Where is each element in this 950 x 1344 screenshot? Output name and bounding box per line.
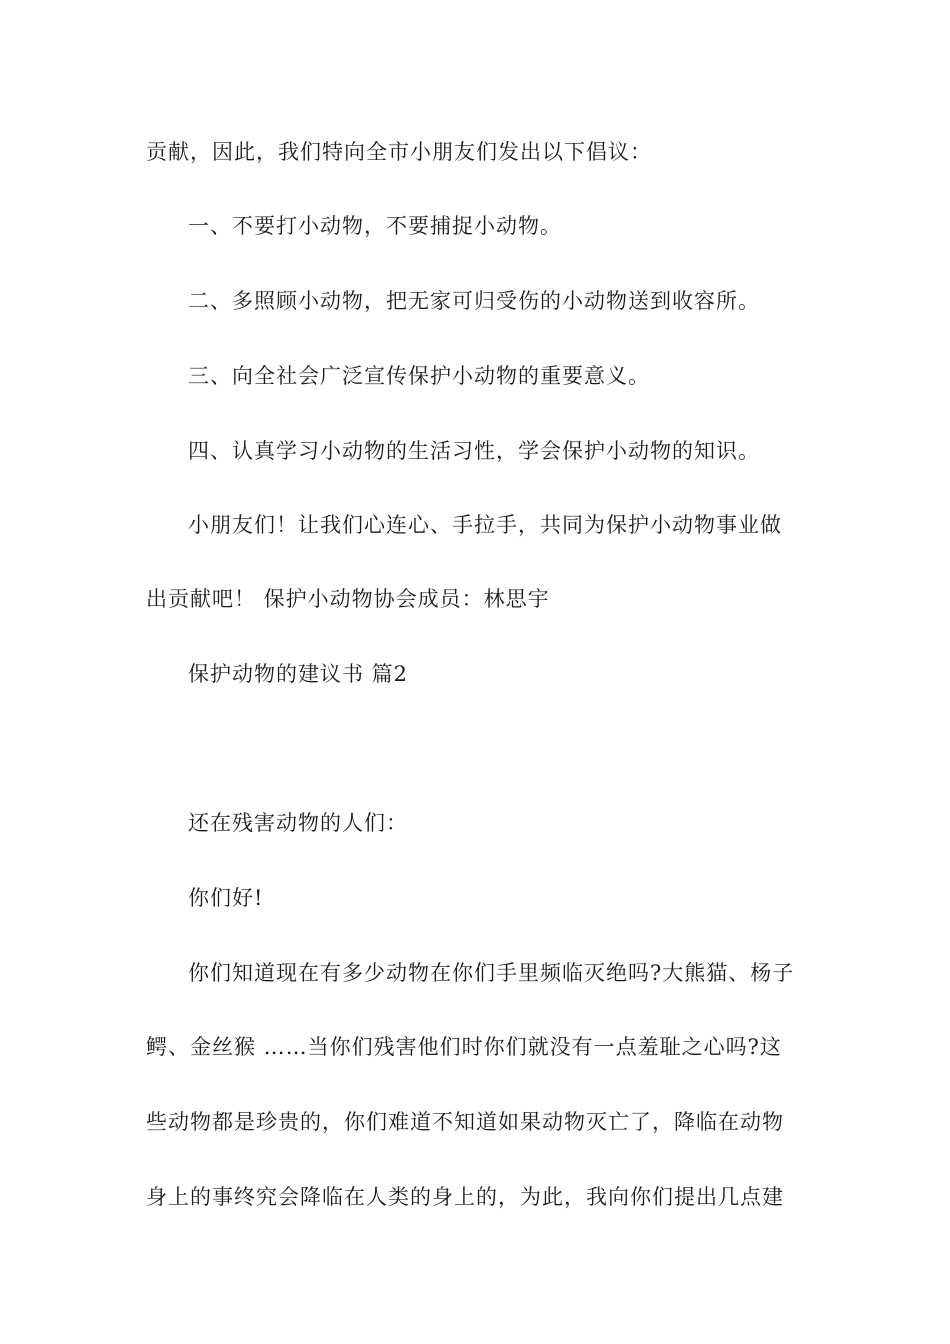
- salutation: 还在残害动物的人们：: [188, 811, 408, 835]
- body-line-2: 鳄、金丝猴 ……当你们残害他们时你们就没有一点羞耻之心吗?这: [146, 1035, 782, 1059]
- proposal-item-2: 二、多照顾小动物，把无家可归受伤的小动物送到收容所。: [188, 289, 760, 313]
- closing-line-1: 小朋友们！让我们心连心、手拉手，共同为保护小动物事业做: [188, 513, 782, 537]
- paragraph-line-1: 贡献，因此，我们特向全市小朋友们发出以下倡议：: [146, 140, 652, 164]
- body-line-3: 些动物都是珍贵的，你们难道不知道如果动物灭亡了，降临在动物: [146, 1110, 784, 1134]
- proposal-item-4: 四、认真学习小动物的生活习性，学会保护小动物的知识。: [188, 439, 760, 463]
- body-line-1: 你们知道现在有多少动物在你们手里频临灭绝吗?大熊猫、杨子: [188, 961, 795, 985]
- closing-line-2-signature: 出贡献吧！ 保护小动物协会成员：林思宇: [146, 587, 550, 611]
- section-heading: 保护动物的建议书 篇2: [188, 662, 409, 686]
- proposal-item-3: 三、向全社会广泛宣传保护小动物的重要意义。: [188, 364, 650, 388]
- greeting: 你们好!: [188, 886, 264, 910]
- proposal-item-1: 一、不要打小动物，不要捕捉小动物。: [188, 214, 562, 238]
- body-line-4: 身上的事终究会降临在人类的身上的，为此，我向你们提出几点建: [146, 1185, 784, 1209]
